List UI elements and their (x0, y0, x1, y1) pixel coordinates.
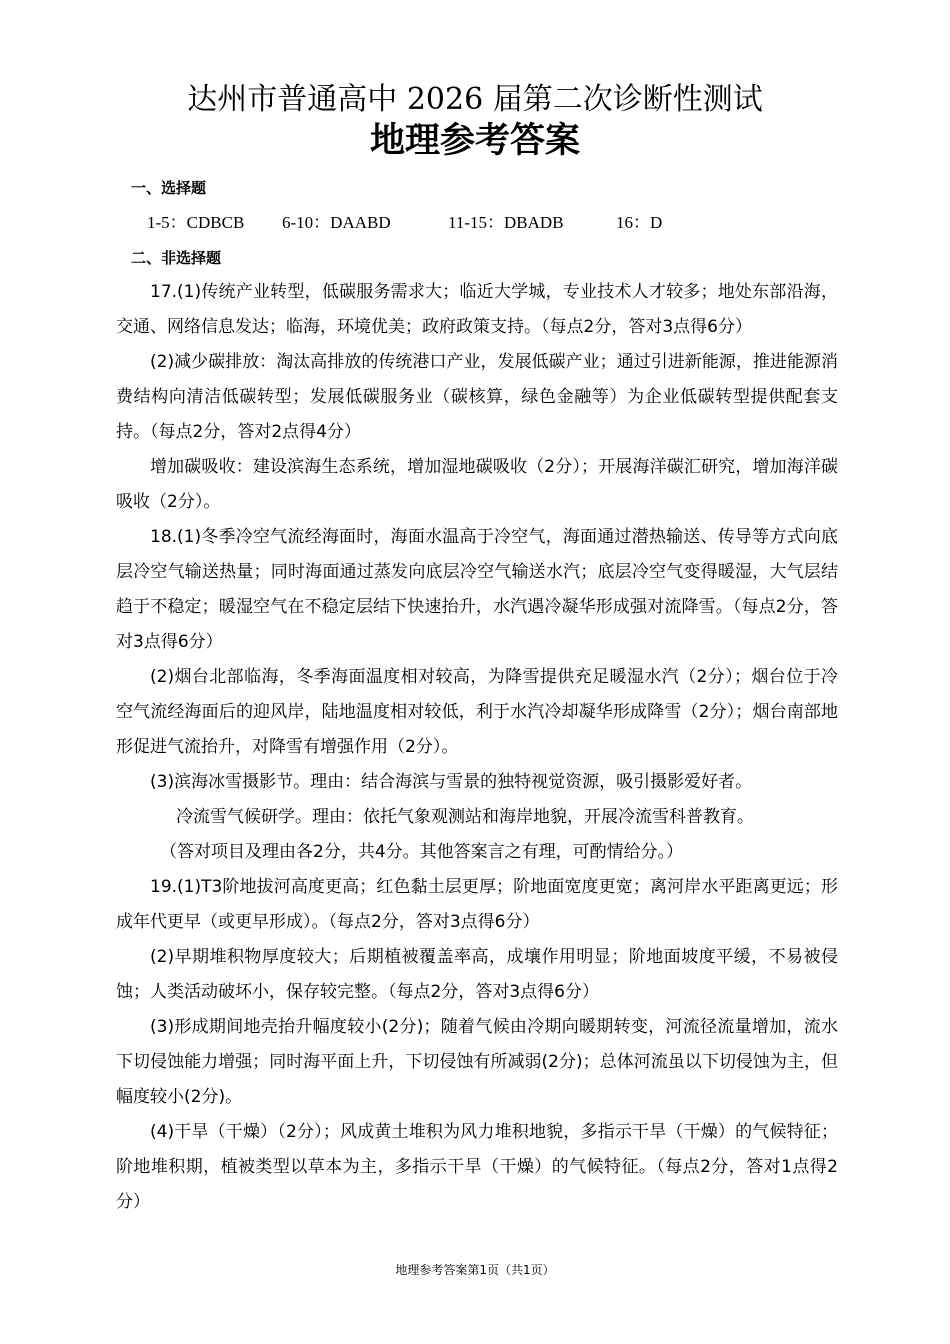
answer-body (116, 275, 838, 1220)
answer-paragraph: 19.(1)T3阶地拔河高度更高；红色黏土层更厚；阶地面宽度更宽；离河岸水平距离更远；形成年代更早（或更早形成）。（每点2分，答对3点得6分） (116, 877, 838, 932)
answer-note-line: 冷流雪气候研学。理由：依托气象观测站和海岸地貌，开展冷流雪科普教育。 (176, 807, 754, 827)
choice-answer-group-3: 11-15：DBADB (448, 213, 564, 232)
answer-paragraph: (4)干旱（干燥）（2分）；风成黄土堆积为风力堆积地貌，多指示干旱（干燥）的气候特征；阶地堆积期，植被类型以草本为主，多指示干旱（干燥）的气候特征。（每点2分，答对1点得2分） (116, 1122, 838, 1212)
choice-answer-group-1: 1-5：CDBCB (147, 213, 245, 232)
answer-paragraph: (2)烟台北部临海，冬季海面温度相对较高，为降雪提供充足暖湿水汽（2分）；烟台位于冷空气流经海面后的迎风岸，陆地温度相对较低，利于水汽冷却凝华形成降雪（2分）；烟台南部地形促进气流抬升，对降雪有增强作用（2分）。 (116, 667, 838, 757)
answer-scoring-note: （答对项目及理由各2分，共4分。其他答案言之有理，可酌情给分。） (160, 842, 684, 862)
answer-paragraph: 增加碳吸收：建设滨海生态系统，增加湿地碳吸收（2分）；开展海洋碳汇研究，增加海洋碳吸收（2分）。 (116, 457, 838, 512)
choice-answer-group-4: 16：D (616, 213, 663, 232)
section-heading-non-choice: 二、非选择题 (131, 249, 222, 267)
answer-paragraph: (2)早期堆积物厚度较大；后期植被覆盖率高，成壤作用明显；阶地面坡度平缓，不易被侵蚀；人类活动破坏小，保存较完整。（每点2分，答对3点得6分） (116, 947, 838, 1002)
answer-paragraph: 18.(1)冬季冷空气流经海面时，海面水温高于冷空气，海面通过潜热输送、传导等方式向底层冷空气输送热量；同时海面通过蒸发向底层冷空气输送水汽；底层冷空气变得暖湿，大气层结趋于不稳定；暖湿空气在不稳定层结下快速抬升，水汽遇冷凝华形成强对流降雪。（每点2分，答对3点得6分） (116, 527, 838, 652)
answer-paragraph: (3)形成期间地壳抬升幅度较小(2分)；随着气候由冷期向暖期转变，河流径流量增加，流水下切侵蚀能力增强；同时海平面上升，下切侵蚀有所减弱(2分)；总体河流虽以下切侵蚀为主，但幅度较小(2分)。 (116, 1017, 838, 1107)
choice-answer-group-2: 6-10：DAABD (282, 213, 391, 232)
document-title: 达州市普通高中 2026 届第二次诊断性测试 (187, 82, 763, 117)
page-footer: 地理参考答案第1页（共1页） (395, 1263, 555, 1277)
answer-paragraph: 17.(1)传统产业转型，低碳服务需求大；临近大学城，专业技术人才较多；地处东部沿海，交通、网络信息发达；临海，环境优美；政府政策支持。（每点2分，答对3点得6分） (116, 282, 838, 337)
answer-paragraph: (3)滨海冰雪摄影节。理由：结合海滨与雪景的独特视觉资源，吸引摄影爱好者。 (150, 772, 753, 792)
section-heading-choice: 一、选择题 (131, 179, 207, 197)
answer-paragraph: (2)减少碳排放：淘汰高排放的传统港口产业，发展低碳产业；通过引进新能源，推进能源消费结构向清洁低碳转型；发展低碳服务业（碳核算，绿色金融等）为企业低碳转型提供配套支持。（每点2分，答对2点得4分） (116, 352, 838, 442)
document-subtitle: 地理参考答案 (369, 120, 580, 161)
